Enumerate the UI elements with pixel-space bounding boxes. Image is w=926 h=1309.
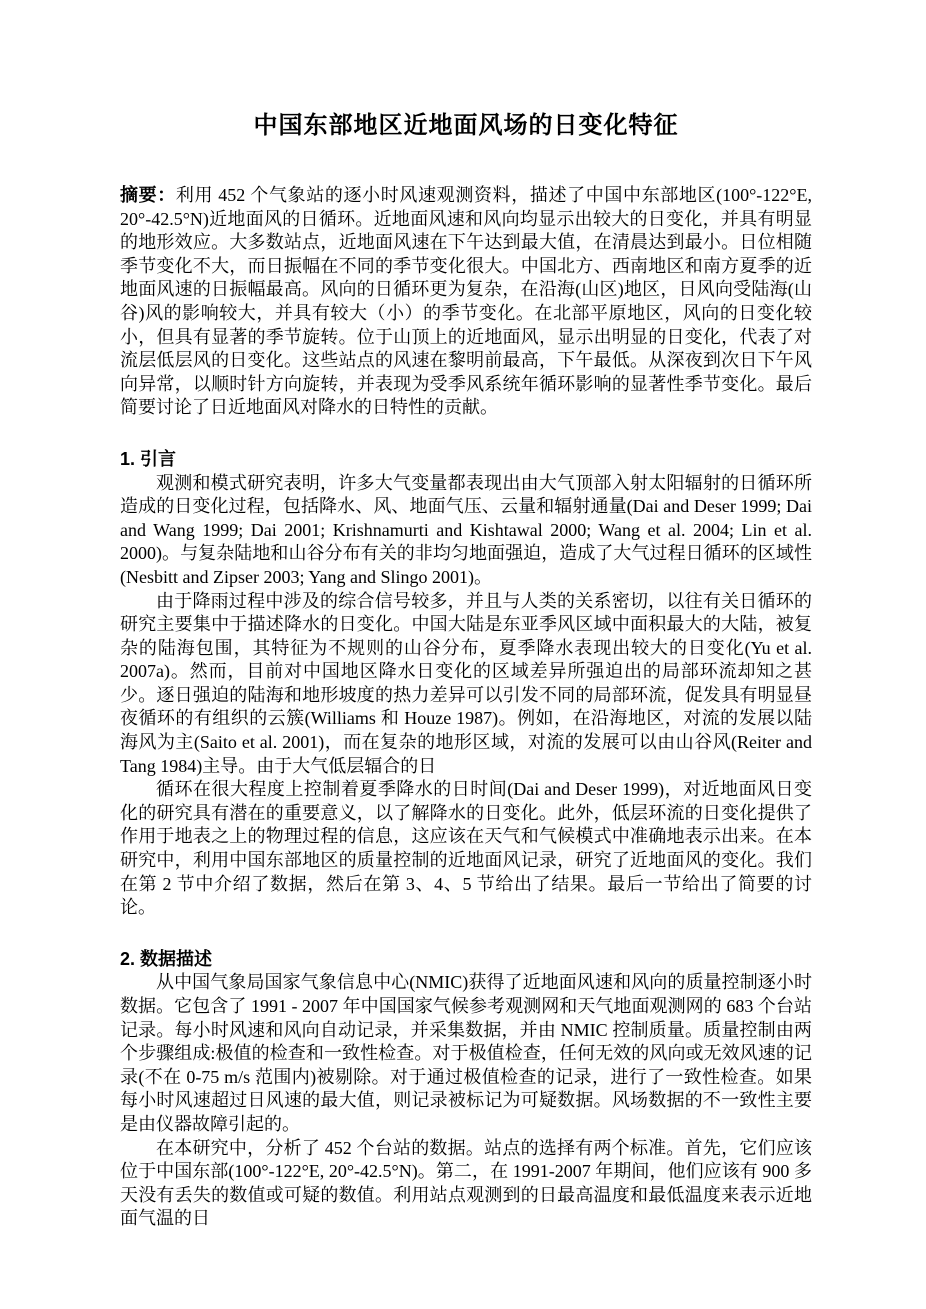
data-description-paragraph-1: 从中国气象局国家气象信息中心(NMIC)获得了近地面风速和风向的质量控制逐小时数据。它包含了 1991 - 2007 年中国国家气候参考观测网和天气地面观测网的 683 个台站记录。每小时风速和风向自动记录，并采集数据，并由 NMIC 控制质量。质量控制由两个步骤组成:极值的检查和一致性检查。对于极值检查，任何无效的风向或无效风速的记录(不在 0-75 m/s 范围内)被剔除。对于通过极值检查的记录，进行了一致性检查。如果每小时风速超过日风速的最大值，则记录被标记为可疑数据。风场数据的不一致性主要是由仪器故障引起的。: [120, 972, 812, 1134]
abstract-paragraph: [120, 184, 812, 420]
section-data-description: [120, 948, 812, 1231]
section-introduction: [120, 448, 812, 920]
data-description-paragraph-2: 在本研究中，分析了 452 个台站的数据。站点的选择有两个标准。首先，它们应该位于中国东部(100°-122°E, 20°-42.5°N)。第二，在 1991-2007 年期间，他们应该有 900 多天没有丢失的数值或可疑的数值。利用站点观测到的日最高温度和最低温度来表示近地面气温的日: [120, 1137, 812, 1229]
abstract-text: 利用 452 个气象站的逐小时风速观测资料，描述了中国中东部地区(100°-122°E, 20°-42.5°N)近地面风的日循环。近地面风速和风向均显示出较大的日变化，并具有明显的地形效应。大多数站点，近地面风速在下午达到最大值，在清晨达到最小。日位相随季节变化不大，而日振幅在不同的季节变化很大。中国北方、西南地区和南方夏季的近地面风速的日振幅最高。风向的日循环更为复杂，在沿海(山区)地区，日风向受陆海(山谷)风的影响较大，并具有较大（小）的季节变化。在北部平原地区，风向的日变化较小，但具有显著的季节旋转。位于山顶上的近地面风，显示出明显的日变化，代表了对流层低层风的日变化。这些站点的风速在黎明前最高，下午最低。从深夜到次日下午风向异常，以顺时针方向旋转，并表现为受季风系统年循环影响的显著性季节变化。最后简要讨论了日近地面风对降水的日特性的贡献。: [120, 185, 812, 418]
introduction-paragraph-3: 循环在很大程度上控制着夏季降水的日时间(Dai and Deser 1999)，对近地面风日变化的研究具有潜在的重要意义，以了解降水的日变化。此外，低层环流的日变化提供了作用于地表之上的物理过程的信息，这应该在天气和气候模式中准确地表示出来。在本研究中，利用中国东部地区的质量控制的近地面风记录，研究了近地面风的变化。我们在第 2 节中介绍了数据，然后在第 3、4、5 节给出了结果。最后一节给出了简要的讨论。: [120, 779, 812, 918]
introduction-paragraph-2: 由于降雨过程中涉及的综合信号较多，并且与人类的关系密切，以往有关日循环的研究主要集中于描述降水的日变化。中国大陆是东亚季风区域中面积最大的大陆，被复杂的陆海包围，其特征为不规则的山谷分布，夏季降水表现出较大的日变化(Yu et al. 2007a)。然而，目前对中国地区降水日变化的区域差异所强迫出的局部环流却知之甚少。逐日强迫的陆海和地形坡度的热力差异可以引发不同的局部环流，促发具有明显昼夜循环的有组织的云簇(Williams 和 Houze 1987)。例如，在沿海地区，对流的发展以陆海风为主(Saito et al. 2001)，而在复杂的地形区域，对流的发展可以由山谷风(Reiter and Tang 1984)主导。由于大气低层辐合的日: [120, 590, 812, 776]
section-heading-introduction: 1. 引言: [120, 448, 177, 469]
abstract-label: 摘要：: [120, 185, 176, 205]
section-heading-data-description: 2. 数据描述: [120, 948, 213, 969]
paper-title: 中国东部地区近地面风场的日变化特征: [253, 112, 679, 139]
introduction-paragraph-1: 观测和模式研究表明，许多大气变量都表现出由大气顶部入射太阳辐射的日循环所造成的日变化过程，包括降水、风、地面气压、云量和辐射通量(Dai and Deser 1999; Dai and Wang 1999; Dai 2001; Krishnamurti and Kishtawal 2000; Wang et al. 2004; Lin et al. 2000)。与复杂陆地和山谷分布有关的非均匀地面强迫，造成了大气过程日循环的区域性(Nesbitt and Zipser 2003; Yang and Slingo 2001)。: [120, 472, 812, 587]
